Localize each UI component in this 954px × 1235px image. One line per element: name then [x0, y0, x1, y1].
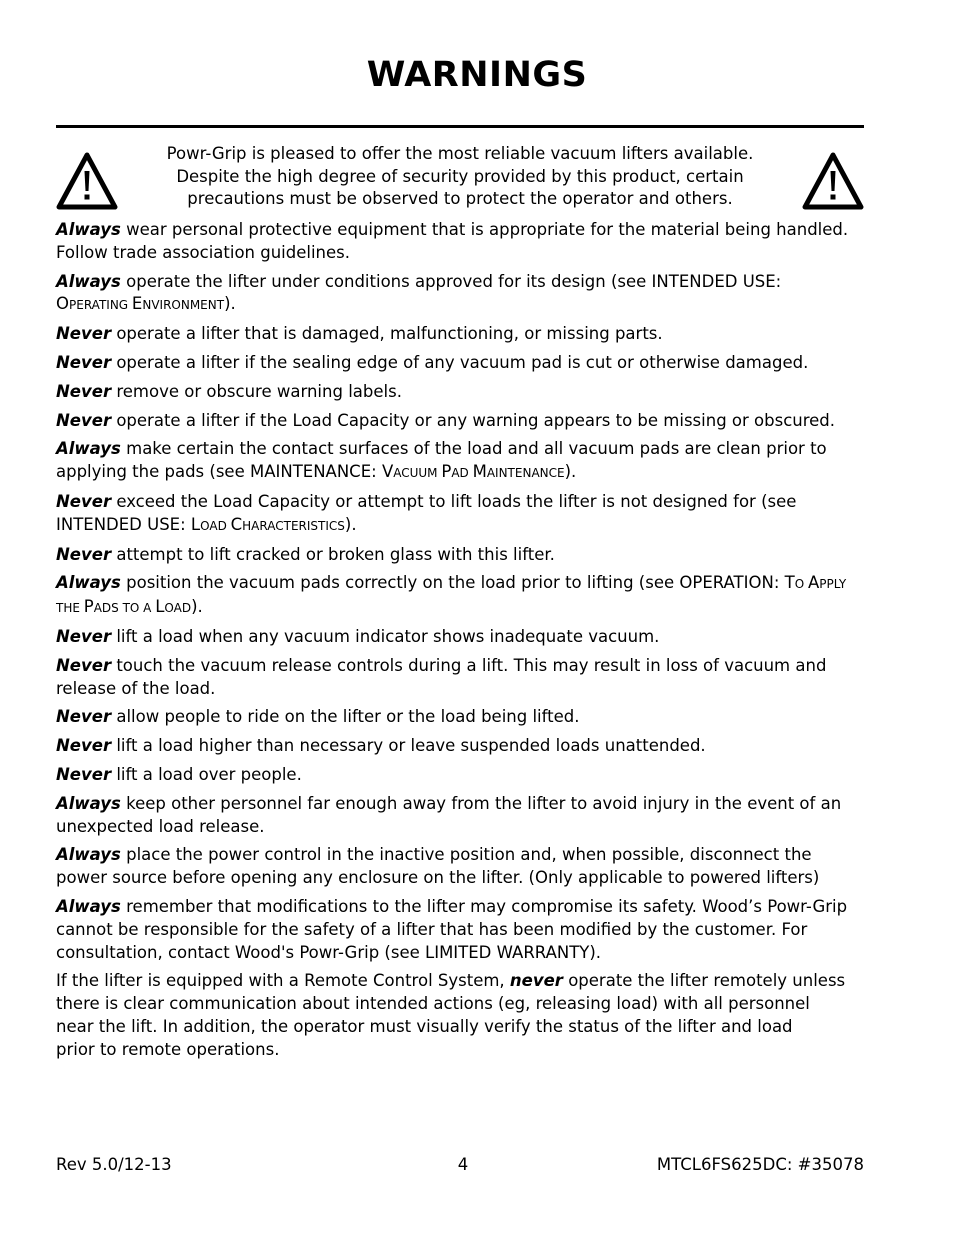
- section-reference: A: [808, 573, 820, 593]
- warning-text: wear personal protective equipment that is appropriate for the material being handled.: [120, 220, 849, 239]
- section-reference: M: [472, 462, 487, 482]
- warning-keyword: Never: [56, 381, 112, 401]
- warning-text: INTENDED USE:: [56, 514, 191, 534]
- warning-text: operate a lifter if the Load Capacity or any warning appears to be missing or obscured.: [111, 410, 836, 430]
- warning-keyword: Never: [56, 544, 112, 564]
- warning-text: attempt to lift cracked or broken glass with this lifter.: [111, 544, 555, 564]
- section-reference: V: [381, 462, 394, 482]
- warning-text: exceed the Load Capacity or attempt to lift loads the lifter is not designed for (see: [111, 491, 797, 511]
- warning-text-continued: unexpected load release.: [56, 816, 265, 836]
- section-reference: P: [441, 462, 452, 482]
- intro-line: Despite the high degree of security provided by this product, certain: [176, 166, 744, 186]
- warning-item: [56, 219, 866, 265]
- warning-item: [56, 491, 866, 538]
- warning-text-continued: near the lift. In addition, the operator must visually verify the status of the lifter and load: [56, 1016, 793, 1036]
- section-reference: E: [131, 294, 143, 314]
- warnings-list: [56, 219, 866, 1068]
- warning-item: [56, 655, 866, 701]
- warning-text-continued: release of the load.: [56, 678, 216, 698]
- warning-keyword: Never: [56, 410, 112, 430]
- warning-text-continued: consultation, contact Wood's Powr-Grip (see LIMITED WARRANTY).: [56, 942, 602, 962]
- section-reference: T: [784, 573, 795, 593]
- warning-triangle-icon: [802, 152, 864, 210]
- section-reference: THE: [56, 601, 84, 616]
- warning-text: touch the vacuum release controls during a lift. This may result in loss of vacuum and: [111, 655, 827, 675]
- title-rule: [56, 125, 864, 128]
- section-reference: L: [190, 514, 201, 534]
- intro-paragraph: [160, 143, 760, 211]
- warning-item: [56, 626, 866, 649]
- warning-text: make certain the contact surfaces of the load and all vacuum pads are clean prior to: [120, 439, 827, 459]
- warning-text: keep other personnel far enough away from the lifter to avoid injury in the event of an: [120, 793, 842, 813]
- warning-item: [56, 381, 866, 404]
- section-reference: HARACTERISTICS: [242, 518, 345, 533]
- warning-item: [56, 544, 866, 567]
- warning-text: If the lifter is equipped with a Remote Control System,: [56, 971, 510, 991]
- warning-item: [56, 970, 866, 1061]
- warning-item: [56, 706, 866, 729]
- section-reference: AINTENANCE: [486, 466, 565, 481]
- section-reference: PERATING: [69, 298, 132, 313]
- warning-keyword: Always: [56, 896, 121, 916]
- section-reference: P: [83, 597, 94, 617]
- warning-keyword: Always: [56, 271, 121, 291]
- warning-item: [56, 323, 866, 346]
- warning-text: ).: [564, 462, 577, 482]
- section-reference: C: [230, 514, 243, 534]
- warning-item: [56, 735, 866, 758]
- section-reference: OAD: [164, 601, 192, 616]
- warning-keyword: Always: [56, 220, 121, 239]
- warning-keyword: Always: [56, 845, 121, 865]
- section-reference: NVIRONMENT: [142, 298, 225, 313]
- warning-text: applying the pads (see MAINTENANCE:: [56, 462, 382, 482]
- section-reference: L: [155, 597, 165, 617]
- intro-line: Powr-Grip is pleased to offer the most reliable vacuum lifters available.: [166, 144, 754, 163]
- document-id: MTCL6FS625DC: #35078: [656, 1155, 864, 1174]
- warning-item: [56, 793, 866, 839]
- warning-text: place the power control in the inactive position and, when possible, disconnect the: [120, 845, 812, 865]
- warning-text: operate a lifter that is damaged, malfunctioning, or missing parts.: [111, 324, 663, 344]
- intro-line: precautions must be observed to protect the operator and others.: [187, 189, 733, 208]
- section-reference: O: [794, 577, 808, 592]
- warning-keyword: Never: [56, 352, 112, 372]
- warning-text: lift a load over people.: [111, 764, 302, 784]
- warning-text-continued: Follow trade association guidelines.: [56, 242, 351, 262]
- warning-text: lift a load when any vacuum indicator shows inadequate vacuum.: [111, 626, 660, 646]
- warning-item: [56, 271, 866, 318]
- warning-text: operate the lifter remotely unless: [562, 971, 846, 991]
- warning-text: remove or obscure warning labels.: [111, 381, 402, 401]
- warning-item: [56, 764, 866, 787]
- warning-triangle-icon: [56, 152, 118, 210]
- warning-item: [56, 896, 866, 964]
- section-reference: ACUUM: [393, 466, 442, 481]
- warning-item: [56, 352, 866, 375]
- section-reference: PPLY: [819, 577, 847, 592]
- warning-keyword: Always: [56, 439, 121, 459]
- warning-text-continued: prior to remote operations.: [56, 1039, 280, 1059]
- revision-label: Rev 5.0/12-13: [56, 1155, 172, 1174]
- warning-keyword: Always: [56, 573, 121, 593]
- section-reference: AD: [451, 466, 473, 481]
- warning-keyword: Never: [56, 764, 112, 784]
- warning-keyword: Always: [56, 793, 121, 813]
- warning-text: position the vacuum pads correctly on the load prior to lifting (see OPERATION:: [120, 573, 785, 593]
- warning-item: [56, 410, 866, 433]
- warning-text: lift a load higher than necessary or leave suspended loads unattended.: [111, 736, 706, 756]
- warning-text: operate a lifter if the sealing edge of any vacuum pad is cut or otherwise damaged.: [111, 352, 809, 372]
- warning-text: allow people to ride on the lifter or the load being lifted.: [111, 707, 580, 727]
- warning-text: remember that modifications to the lifter may compromise its safety. Wood’s Powr-Grip: [120, 896, 848, 916]
- warning-item: [56, 438, 866, 485]
- section-reference: O: [56, 294, 69, 314]
- warning-keyword: Never: [56, 655, 112, 675]
- warning-text: ).: [344, 514, 357, 534]
- page-title: WARNINGS: [366, 55, 588, 95]
- warning-item: [56, 572, 866, 620]
- warning-text: ).: [191, 597, 203, 617]
- warning-keyword: Never: [56, 324, 112, 344]
- warning-keyword: Never: [56, 736, 112, 756]
- warning-text: operate the lifter under conditions approved for its design (see INTENDED USE:: [120, 271, 782, 291]
- page-number: 4: [457, 1155, 469, 1174]
- warning-item: [56, 844, 866, 890]
- warning-text: ).: [224, 294, 236, 314]
- section-reference: ADS TO A: [93, 601, 156, 616]
- warning-keyword: Never: [56, 626, 112, 646]
- section-reference: OAD: [200, 518, 231, 533]
- warning-keyword: Never: [56, 707, 112, 727]
- warning-keyword: Never: [56, 491, 112, 511]
- warning-text-continued: there is clear communication about intended actions (eg, releasing load) with all personnel: [56, 994, 810, 1014]
- warning-text-continued: power source before opening any enclosure on the lifter. (Only applicable to powered lifters): [56, 868, 820, 888]
- warning-keyword: never: [509, 971, 563, 991]
- warning-text-continued: cannot be responsible for the safety of a lifter that has been modified by the customer. For: [56, 919, 808, 939]
